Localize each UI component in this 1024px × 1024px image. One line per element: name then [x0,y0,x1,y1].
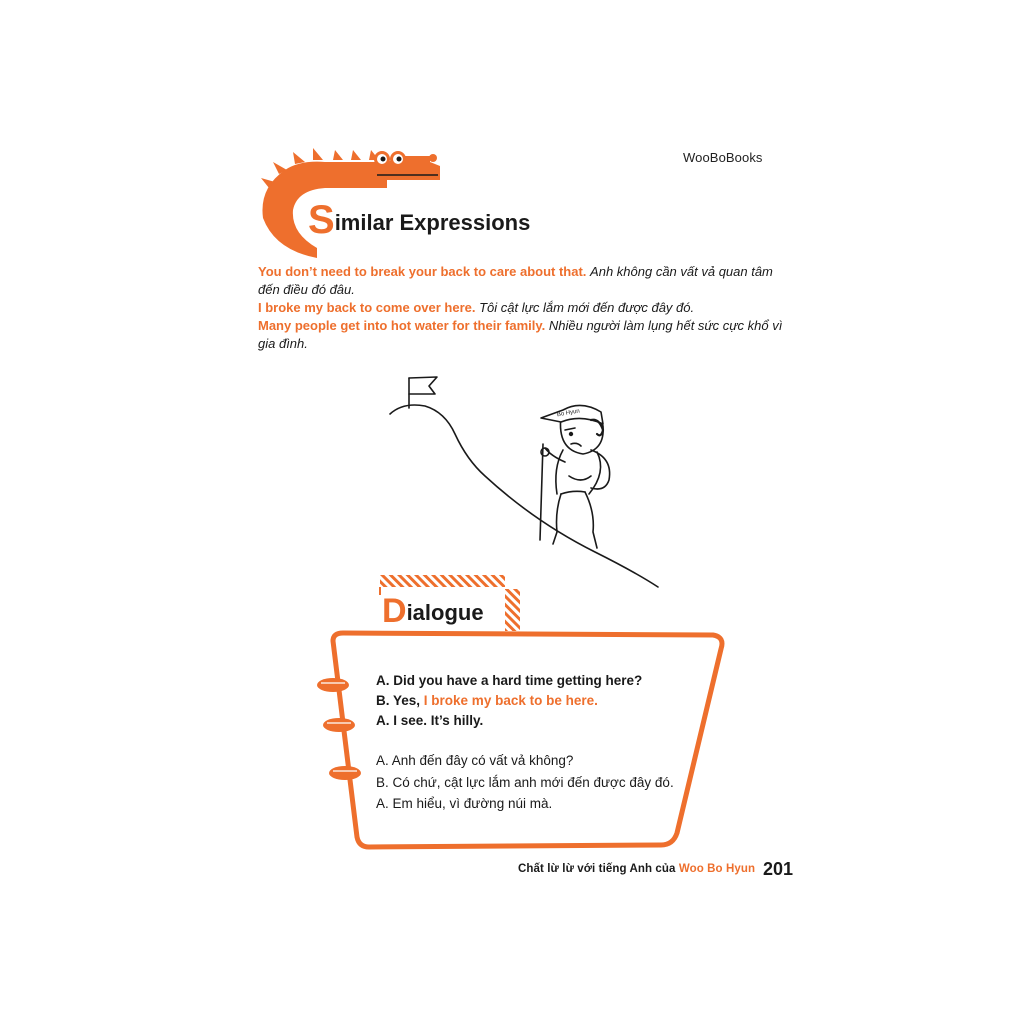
dialogue-vietnamese-line: A. Em hiểu, vì đường núi mà. [376,796,553,811]
expression-english: I broke my back to come over here. [258,300,476,315]
similar-expressions-heading [308,198,530,243]
dialogue-vietnamese-line: A. Anh đến đây có vất vả không? [376,753,574,768]
expression-item [258,317,798,353]
expression-vietnamese: Tôi cật lực lắm mới đến được đây đó. [479,300,695,315]
dialogue-vietnamese-line: B. Có chứ, cật lực lắm anh mới đến được đây đó. [376,775,674,790]
dialogue-english-line: A. Did you have a hard time getting here? [376,673,643,688]
heading-initial: S [308,198,335,242]
dialogue-english-line [376,691,598,711]
expression-item [258,299,798,317]
expression-english: Many people get into hot water for their family. [258,318,546,333]
heading-rest: imilar Expressions [334,210,531,235]
dialogue-speaker-prefix: B. Yes, [376,693,424,708]
publisher-name: WooBoBooks [683,150,763,165]
footer-book-title [518,863,755,875]
page-number: 201 [763,859,794,879]
heading-rest: ialogue [406,600,484,625]
hiker-illustration [385,372,665,597]
dialogue-notebook-frame [315,627,730,852]
dialogue-english-line: A. I see. It’s hilly. [376,713,484,728]
author-name: Woo Bo Hyun [678,863,756,875]
expression-item [258,263,798,299]
dialogue-highlight: I broke my back to be here. [423,693,598,708]
dialogue-heading [382,592,484,631]
book-title: Chất lừ lừ với tiếng Anh của [518,863,679,875]
expression-vietnamese: Anh không cần vất vả quan tâm đến điều đó đâu. [258,264,773,297]
expression-vietnamese: Nhiều người làm lụng hết sức cực khổ vì gia đình. [258,318,783,351]
heading-initial: D [382,592,407,630]
cap-text: Bo Hyun [556,408,581,419]
expression-english: You don’t need to break your back to care about that. [258,264,587,279]
